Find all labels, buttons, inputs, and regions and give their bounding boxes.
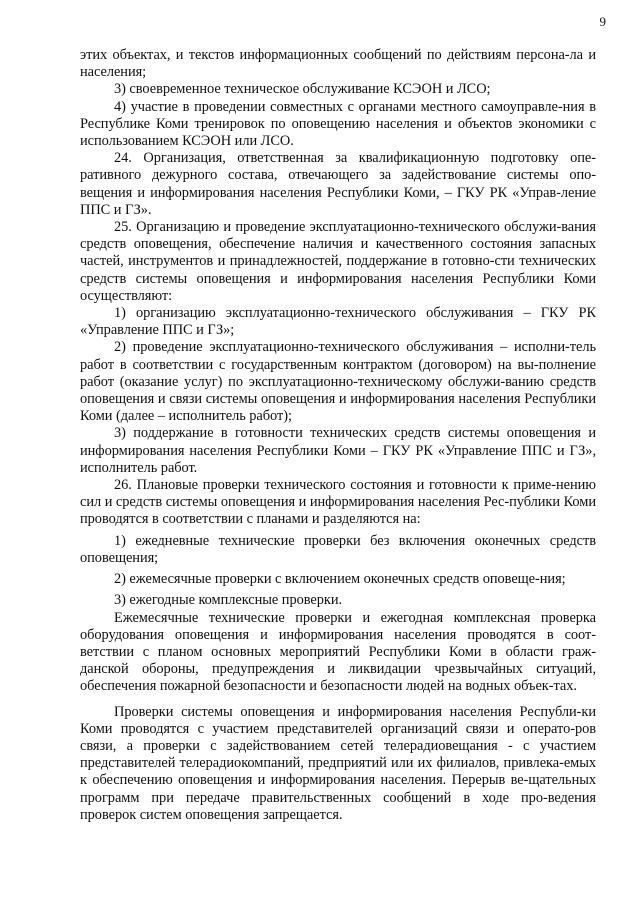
checks-participants-paragraph: Проверки системы оповещения и информирования населения Республи-ки Коми проводятся с участием представителей организаций связи и операто-ров связи, а проверки с задействованием сетей телерадиовещания - с участием представителей телерадиокомпаний, предприятий или их филиалов, привлека-емых к обеспечению оповещения и информирования населения. Перерыв ве-щательных программ при передаче правительственных сообщений в ходе про-ведения проверок систем оповещения запрещается. <box>80 703 596 823</box>
clause-24: 24. Организация, ответственная за квалификационную подготовку опе-ративного дежурного состава, отвечающего за задействование системы опо-вещения и информирования населения Республики Коми, – ГКУ РК «Управ-ление ППС и ГЗ». <box>80 150 596 218</box>
clause-26-item-2: 2) ежемесячные проверки с включением оконечных средств оповеще-ния; <box>114 571 566 588</box>
clause-25-item-2: 2) проведение эксплуатационно-технического обслуживания – исполни-тель работ в соответствии с государственным контрактом (договором) на вы-полнение работ (оказание услуг) по эксплуатационно-техническому обслужи-ванию средств оповещения и связи системы оповещения и информирования населения Республики Коми (далее – исполнитель работ); <box>80 339 596 425</box>
clause-25: 25. Организацию и проведение эксплуатационно-технического обслужи-вания средств оповещения, обеспечение наличия и качественного состояния запасных частей, инструментов и принадлежностей, поддержание в готовно-сти технических средств системы оповещения и информирования населения Республики Коми осуществляют: <box>80 219 596 304</box>
clause-26-item-1: 1) ежедневные технические проверки без включения оконечных средств оповещения; <box>80 532 596 566</box>
paragraph-continuation: этих объектах, и текстов информационных сообщений по действиям персона-ла и населения; <box>80 47 596 81</box>
document-body <box>80 47 596 824</box>
page-number: 9 <box>599 14 606 29</box>
clause-26-item-3: 3) ежегодные комплексные проверки. <box>114 592 343 609</box>
checks-schedule-paragraph: Ежемесячные технические проверки и ежегодная комплексная проверка оборудования оповещения и информирования населения проводятся в соот-ветствии с планом основных мероприятий Республики Коми в области граж-данской обороны, предупреждения и ликвидации чрезвычайных ситуаций, обеспечения пожарной безопасности и безопасности людей на водных объек-тах. <box>80 609 596 695</box>
clause-25-item-1: 1) организацию эксплуатационно-технического обслуживания – ГКУ РК «Управление ППС и ГЗ»; <box>80 305 596 339</box>
clause-25-item-3: 3) поддержание в готовности технических средств системы оповещения и информирования населения Республики Коми – ГКУ РК «Управление ППС и ГЗ», исполнитель работ. <box>80 425 596 476</box>
list-item-4-training: 4) участие в проведении совместных с органами местного самоуправле-ния в Республике Коми тренировок по оповещению населения и объектов экономики с использованием КСЭОН или ЛСО. <box>80 98 596 150</box>
clause-26: 26. Плановые проверки технического состояния и готовности к приме-нению сил и средств системы оповещения и информирования населения Рес-публики Коми проводятся в соответствии с планами и разделяются на: <box>80 477 596 528</box>
list-item-3-maintenance: 3) своевременное техническое обслуживание КСЭОН и ЛСО; <box>114 81 491 98</box>
